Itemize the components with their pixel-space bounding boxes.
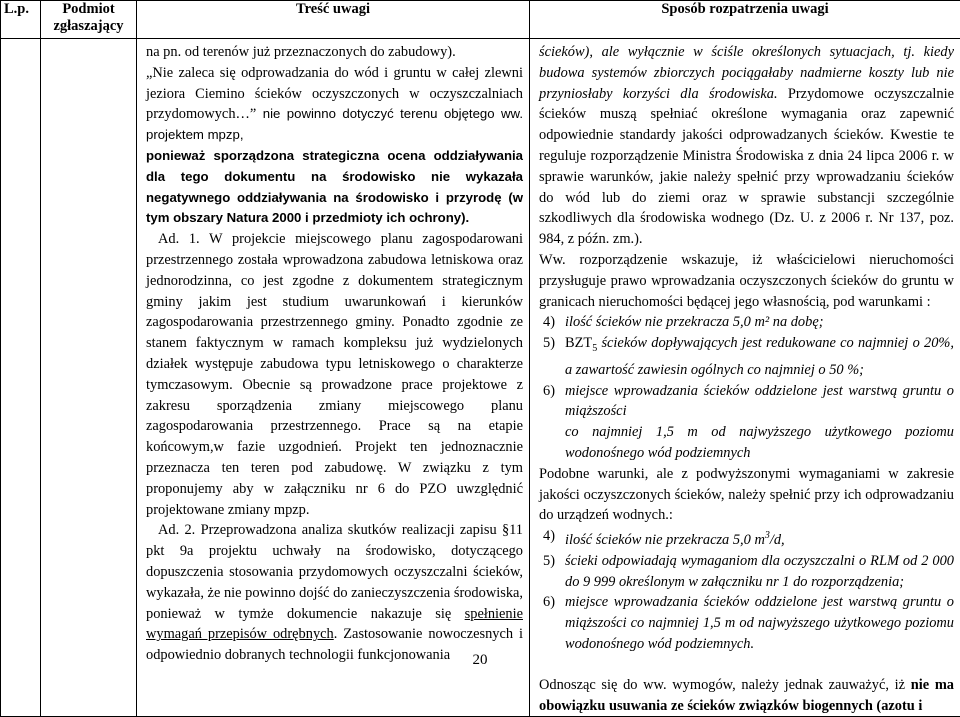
sposob-para-1: ścieków), ale wyłącznie w ściśle określonych sytuacjach, tj. kiedy budowa systemów zbiorczych pociągałaby nadmierne koszty lub nie przyniosłaby korzyści dla środowiska. Przydomowe oczyszczalnie ścieków muszą spełniać określone wymagania oraz zapewnić odpowiednie standardy jakości odprowadzanych ścieków. Kwestie te reguluje rozporządzenie Ministra Środowiska z dnia 24 lipca 2006 r. w sprawie warunków, jakie należy spełnić przy wprowadzaniu ścieków do wód lub do ziemi oraz w sprawie substancji szczególnie szkodliwych dla środowiska wodnego (Dz. U. z 2006 r. Nr 137, poz. 984, z późn. zm.). xyxy=(539,42,954,250)
header-podmiot: Podmiot zgłaszający xyxy=(41,1,137,39)
sposob-para-3: Podobne warunki, ale z podwyższonymi wymaganiami w zakresie jakości oczyszczonych ścieków, należy spełnić przy ich odprowadzaniu do urządzeń wodnych.: xyxy=(539,464,954,526)
list-item: 4) ilość ścieków nie przekracza 5,0 $m^3/d$, xyxy=(539,526,954,551)
tresc-para-4: Ad. 1. W projekcie miejscowego planu zagospodarowani przestrzennego została wprowadzona zabudowa letniskowa oraz jednorodzinna, co jest zgodne z dokumentem strategicznym gminy jakim jest studium uwarunkowań i kierunków zagospodarowania przestrzennego gminy. Ponadto zgodnie ze stanem faktycznym w ramach kompleksu już wydzielonych działek występuje zabudowa typu letniskowego o charakterze tymczasowym. Obecnie są prowadzone prace projektowe z zakresu sporządzenia zmiany miejscowego planu zagospodarowania przestrzennego. Prace są na etapie końcowym,w fazie uzgodnień. Projekt ten jednoznacznie przeznacza ten teren pod zabudowę. W związku z tym proponujemy aby w załączniku nr 6 do PZO uwzględnić projektowane zmiany mpzp. xyxy=(146,229,523,520)
tresc-para-3: ponieważ sporządzona strategiczna ocena oddziaływania dla tego dokumentu na środowisko nie wykazała negatywnego oddziaływania na środowisko i przyrodę (w tym obszary Natura 2000 i przedmioty ich ochrony). xyxy=(146,146,523,229)
sposob-para-4: Odnosząc się do ww. wymogów, należy jednak zauważyć, iż nie ma obowiązku usuwania ze ścieków związków biogennych (azotu i xyxy=(539,675,954,717)
tresc-underline: spełnienie wymagań przepisów odrębnych xyxy=(146,606,523,643)
header-sposob: Sposób rozpatrzenia uwagi xyxy=(530,1,960,39)
tresc-quote-cont: nie powinno dotyczyć terenu objętego ww. projektem mpzp, xyxy=(146,106,523,142)
tresc-para-2 xyxy=(146,63,523,146)
table-row xyxy=(1,39,960,717)
tresc-para-1: na pn. od terenów już przeznaczonych do zabudowy). xyxy=(146,42,523,63)
cell-podmiot xyxy=(41,39,137,717)
cell-sposob xyxy=(530,39,960,717)
list-1-continuation: co najmniej 1,5 m od najwyższego użytkowego poziomu wodonośnego wód podziemnych xyxy=(539,422,954,464)
page-number: 20 xyxy=(0,651,960,669)
list-item: 5) ścieki odpowiadają wymaganiom dla oczyszczalni o RLM od 2 000 do 9 999 określonym w załączniku nr 1 do rozporządzenia; xyxy=(539,551,954,593)
list-item: 4) ilość ścieków nie przekracza 5,0 m² na dobę; xyxy=(539,312,954,333)
header-lp: L.p. xyxy=(1,1,41,39)
table-header-row xyxy=(1,1,960,39)
cell-tresc xyxy=(137,39,530,717)
conditions-list-2 xyxy=(539,526,954,655)
list-item: 6) miejsce wprowadzania ścieków oddzielone jest warstwą gruntu o miąższości co najmniej 1,5 m od najwyższego użytkowego poziomu wodonośnego wód podziemnych. xyxy=(539,592,954,654)
sposob-para-2: Ww. rozporządzenie wskazuje, iż właścicielowi nieruchomości przysługuje prawo wprowadzania oczyszczonych ścieków do gruntu w granicach nieruchomości będącej jego własnością, pod warunkami : xyxy=(539,250,954,312)
tresc-para-5: Ad. 2. Przeprowadzona analiza skutków realizacji zapisu §11 pkt 9a projektu uchwały na środowisko, dotyczącego dopuszczenia stosowania przydomowych oczyszczalni ścieków, wykazała, że nie powinno dojść do zanieczyszczenia środowiska, ponieważ w tymże dokumencie nakazuje się spełnienie wymagań przepisów odrębnych. Zastosowanie nowoczesnych i odpowiednio dobranych technologii funkcjonowania xyxy=(146,520,523,666)
cell-lp xyxy=(1,39,41,717)
list-item: 6) miejsce wprowadzania ścieków oddzielone jest warstwą gruntu o miąższości xyxy=(539,381,954,423)
header-tresc: Treść uwagi xyxy=(137,1,530,39)
list-item: 5) $BZT_5$ ścieków dopływających jest redukowane co najmniej o 20%, a zawartość zawiesin ogólnych co najmniej o 50 %; xyxy=(539,333,954,380)
conditions-list-1 xyxy=(539,312,954,422)
tresc-quote: „Nie zaleca się odprowadzania do wód i gruntu w całej zlewni jeziora Ciemino ścieków oczyszczonych w oczyszczalniach przydomowych…” xyxy=(146,65,523,123)
